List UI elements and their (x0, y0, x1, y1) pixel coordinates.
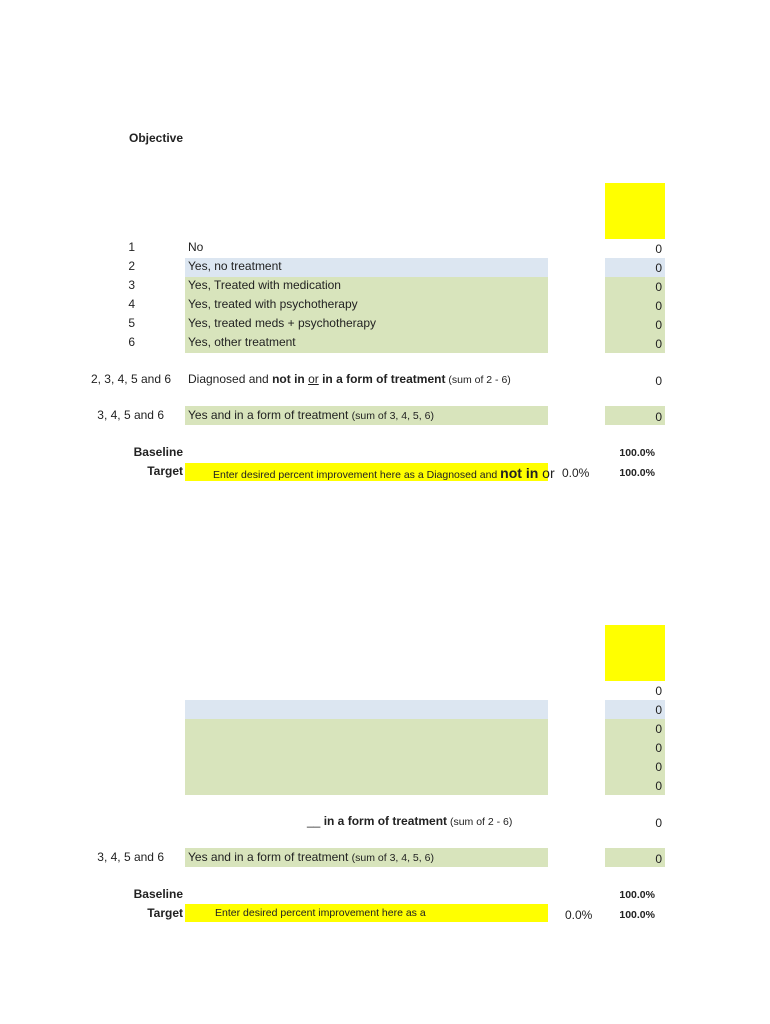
baseline-value: 100.0% (619, 447, 655, 459)
summary-range: 3, 4, 5 and 6 (97, 850, 164, 864)
summary-note: (sum of 3, 4, 5, 6) (351, 410, 434, 422)
row-number: 2 (128, 259, 135, 273)
summary-text-main: Yes and in a form of treatment (188, 408, 352, 422)
row-number: 5 (128, 316, 135, 330)
summary-range: 2, 3, 4, 5 and 6 (90, 372, 171, 386)
row-value: 0 (655, 779, 662, 793)
summary-note: (sum of 2 - 6) (445, 374, 511, 386)
baseline-value: 100.0% (619, 889, 655, 901)
summary-text-main: Yes and in a form of treatment (188, 850, 352, 864)
summary-text-prefix: __ (307, 814, 324, 828)
target-label: Target (147, 906, 183, 920)
summary-text-underline: or (308, 372, 319, 386)
row-label: Yes, treated meds + psychotherapy (188, 316, 377, 330)
target-instruction-text: Enter desired percent improvement here as a Diagnosed and (213, 469, 501, 481)
objective-heading: Objective (129, 131, 184, 145)
yellow-header-cell (605, 183, 665, 239)
row-value: 0 (655, 703, 662, 717)
row-value: 0 (655, 741, 662, 755)
summary-text-bold: in a form of treatment (322, 372, 446, 386)
row-value: 0 (655, 299, 662, 313)
summary-value: 0 (655, 816, 662, 830)
row-number: 3 (128, 278, 135, 292)
target-instruction-tail: or (538, 465, 555, 481)
summary-text (188, 372, 511, 386)
target-percent: 0.0% (565, 908, 593, 922)
target-percent: 0.0% (562, 466, 590, 480)
summary-value: 0 (655, 410, 662, 424)
row-label: Yes, other treatment (188, 335, 296, 349)
row-label: Yes, treated with psychotherapy (188, 297, 358, 311)
summary-text (188, 408, 434, 422)
row-label: Yes, Treated with medication (188, 278, 341, 292)
row-label: No (188, 240, 204, 254)
summary-text (307, 814, 512, 828)
baseline-label: Baseline (133, 445, 183, 459)
target-value: 100.0% (619, 467, 655, 479)
row-value: 0 (655, 261, 662, 275)
row-value: 0 (655, 760, 662, 774)
row-value: 0 (655, 684, 662, 698)
summary-text (188, 850, 434, 864)
summary-text-part: Diagnosed and (188, 372, 273, 386)
row-number: 4 (128, 297, 135, 311)
row-value: 0 (655, 337, 662, 351)
row-number: 6 (128, 335, 135, 349)
summary-text-bold: not in (272, 372, 305, 386)
target-label: Target (147, 464, 183, 478)
row-value: 0 (655, 318, 662, 332)
row-bg-2 (185, 700, 548, 719)
target-instruction: Enter desired percent improvement here as a (215, 907, 426, 919)
row-value: 0 (655, 722, 662, 736)
summary-value: 0 (655, 852, 662, 866)
target-instruction (213, 465, 555, 481)
yellow-header-cell (605, 625, 665, 681)
summary-note: (sum of 2 - 6) (447, 816, 513, 828)
row-value: 0 (655, 242, 662, 256)
target-value: 100.0% (619, 909, 655, 921)
row-value: 0 (655, 280, 662, 294)
summary-value: 0 (655, 374, 662, 388)
baseline-label: Baseline (133, 887, 183, 901)
rows-bg-3-6 (185, 719, 548, 795)
summary-range: 3, 4, 5 and 6 (97, 408, 164, 422)
row-number: 1 (128, 240, 135, 254)
row-label: Yes, no treatment (188, 259, 282, 273)
target-instruction-emph: not in (500, 465, 539, 481)
summary-text-bold: in a form of treatment (323, 814, 448, 828)
summary-note: (sum of 3, 4, 5, 6) (351, 852, 434, 864)
